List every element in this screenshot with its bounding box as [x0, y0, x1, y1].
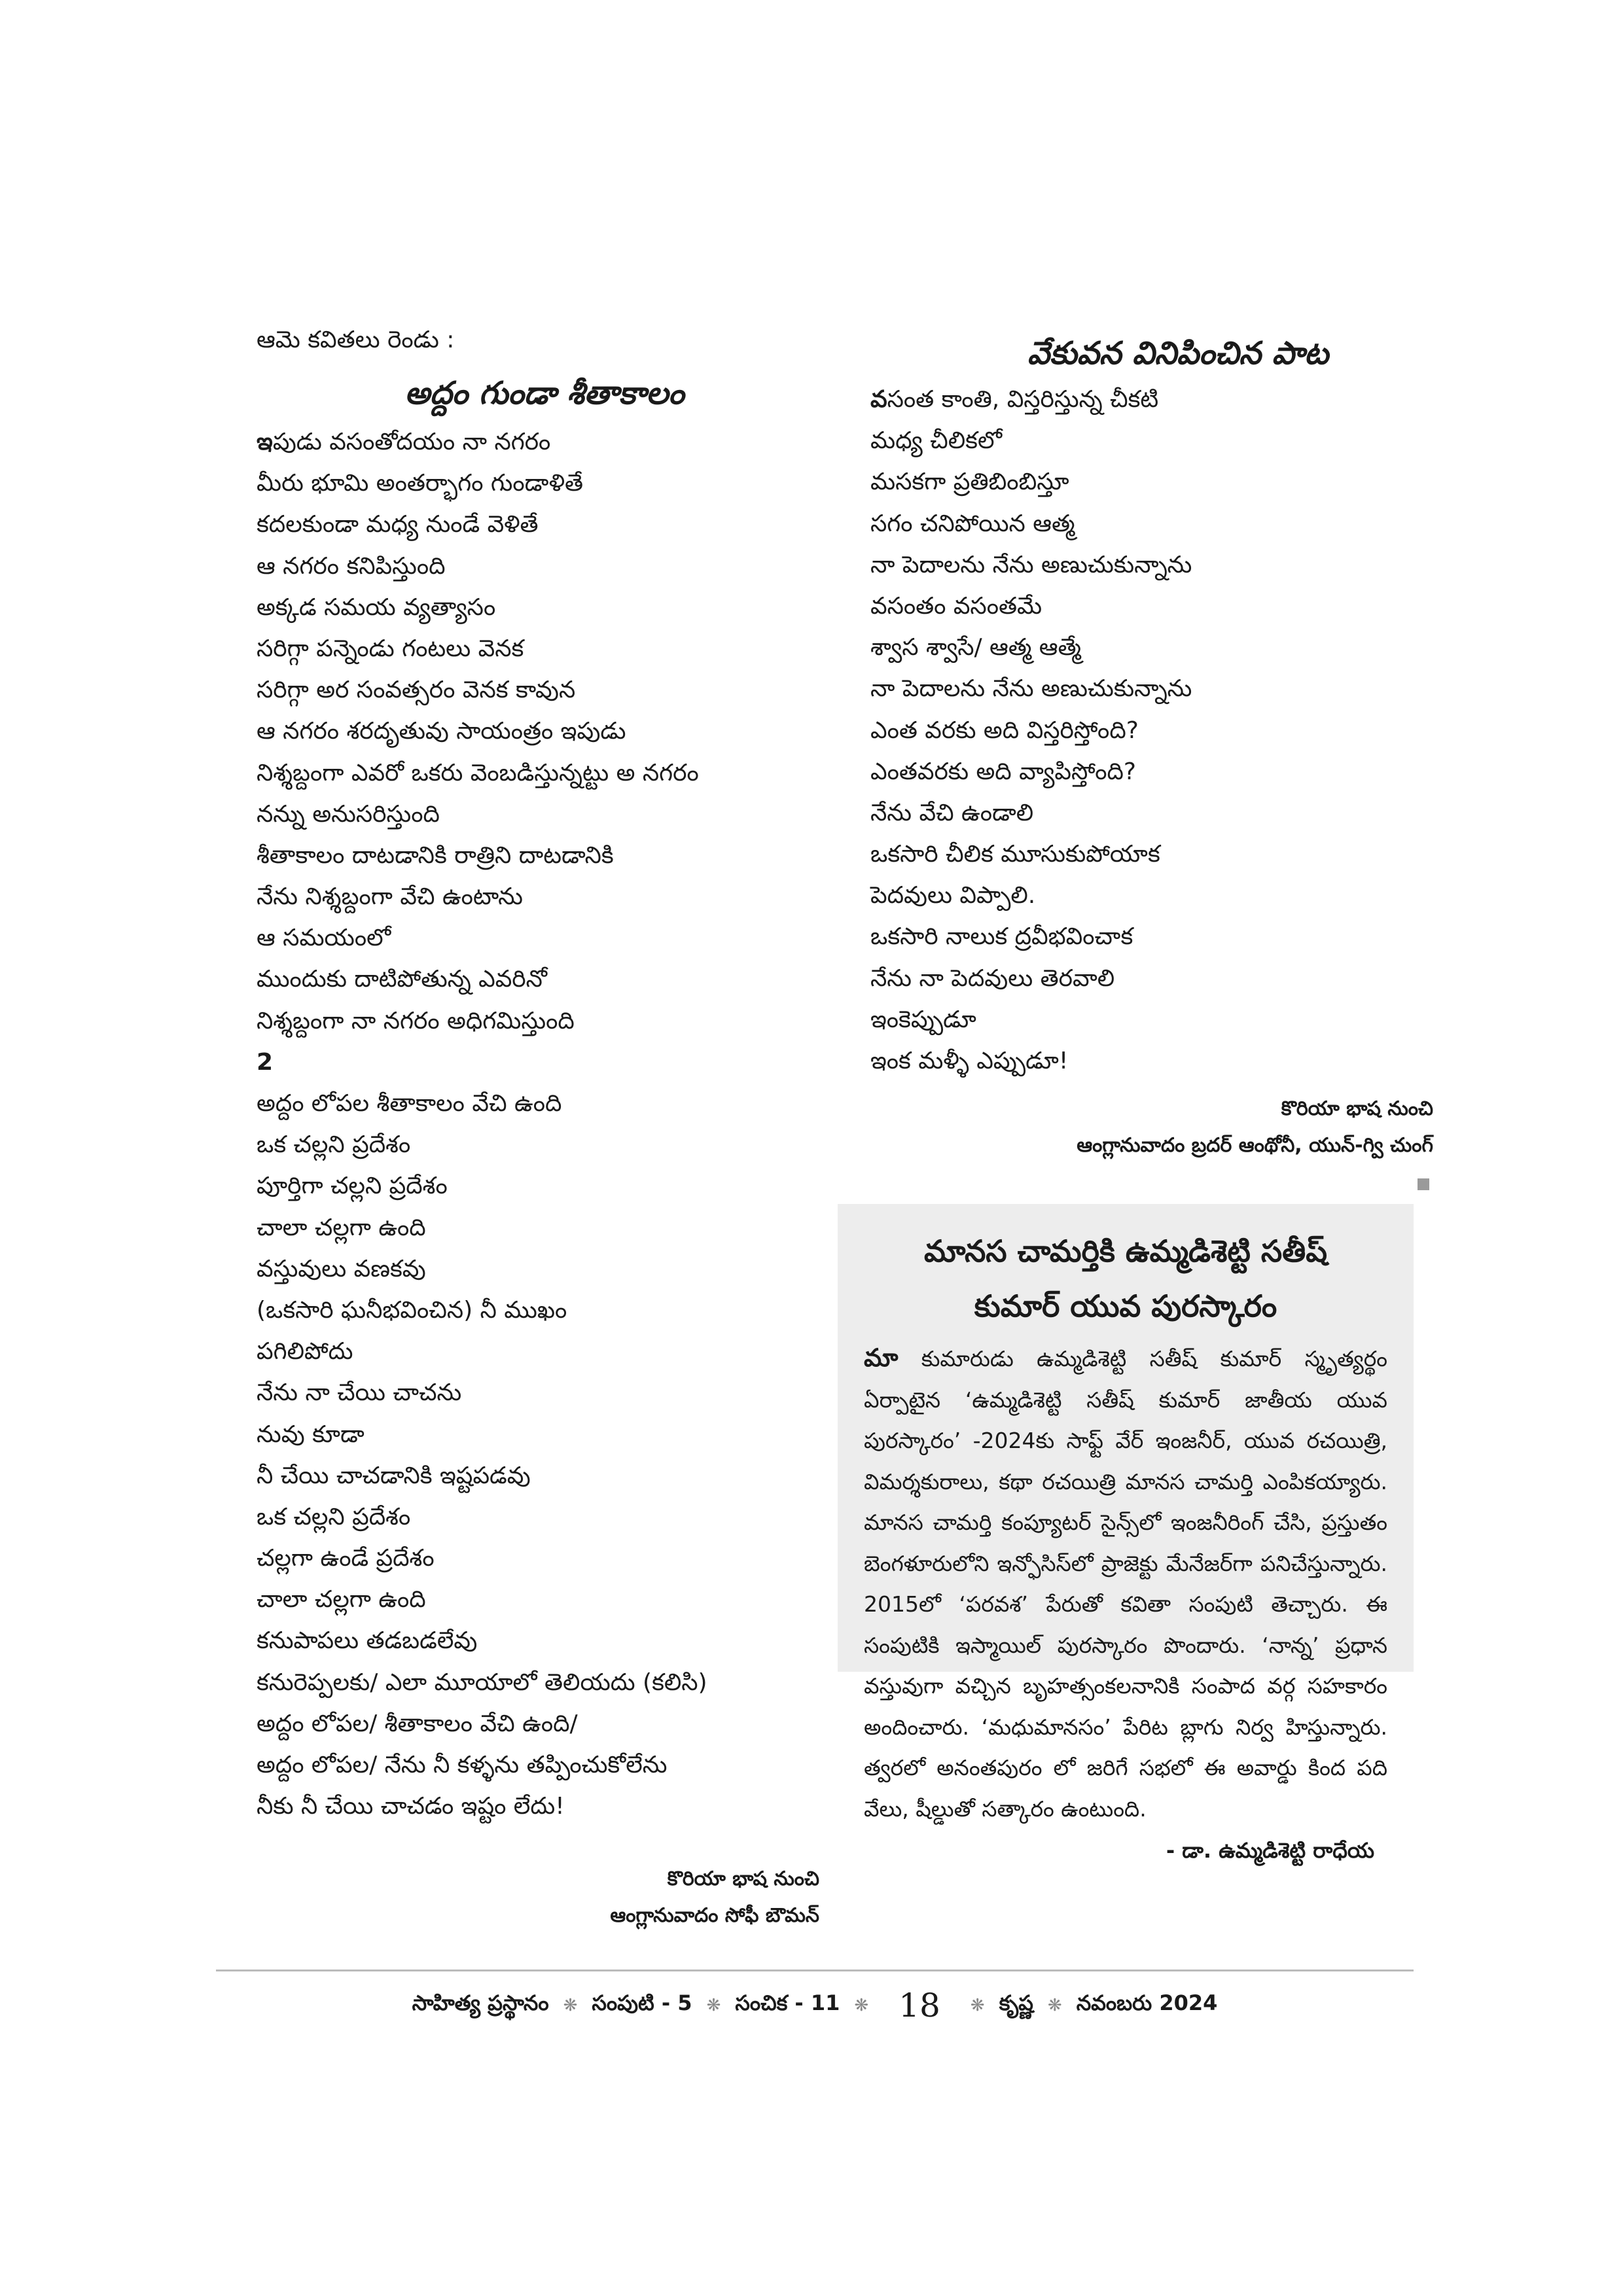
poem-line: ఒక చల్లని ప్రదేశం — [257, 1131, 411, 1159]
poem-line: అద్దం లోపల/ శీతాకాలం వేచి ఉంది/ — [257, 1710, 578, 1737]
poem-line: నిశ్శబ్దంగా నా నగరం అధిగమిస్తుంది — [257, 1007, 575, 1034]
poem-title-winter-through-mirror: అద్దం గుండా శీతాకాలం — [404, 375, 685, 412]
poem-line: శీతాకాలం దాటడానికి రాత్రిని దాటడానికి — [257, 841, 614, 869]
drop-cap: వ — [870, 386, 887, 413]
poem-line: కనుపాపలు తడబడలేవు — [257, 1627, 478, 1655]
poem-line: సరిగ్గా అర సంవత్సరం వెనక కావున — [257, 677, 576, 704]
poem-line: మీరు భూమి అంతర్భాగం గుండాళితే — [257, 470, 584, 497]
poem-line: నా పెదాలను నేను అణుచుకున్నాను — [870, 551, 1192, 578]
poem-line: పూర్తిగా చల్లని ప్రదేశం — [257, 1173, 448, 1200]
poem-line: సగం చనిపోయిన ఆత్మ — [870, 510, 1075, 537]
poem-line: ఆ నగరం కనిపిస్తుంది — [257, 552, 446, 580]
footer-divider — [216, 1969, 1414, 1971]
separator-icon: ❋ — [854, 1996, 869, 2015]
poem-line: ఇంకెప్పుడూ — [870, 1006, 976, 1033]
poem-line: చాలా చల్లగా ఉంది — [257, 1214, 426, 1241]
poem-title-dawn-song: వేకువన వినిపించిన పాట — [1027, 335, 1329, 372]
poem-line: వసంతం వసంతమే — [870, 592, 1043, 620]
poem-line: కనురెప్పలకు/ ఎలా మూయాలో తెలియదు (కలిసి) — [257, 1669, 707, 1696]
source-language: కొరియా భాష నుంచి — [1281, 1097, 1433, 1121]
drop-cap: మా — [864, 1343, 899, 1372]
poem-line: చల్లగా ఉండే ప్రదేశం — [257, 1545, 435, 1572]
poem-line — [257, 421, 819, 463]
poem-credit — [870, 1091, 1433, 1164]
poem-credit — [257, 1861, 819, 1934]
poem-line: పగిలిపోదు — [257, 1338, 353, 1366]
volume: సంపుటి - 5 — [592, 1990, 692, 2015]
poem-line: వస్తువులు వణకవు — [257, 1255, 426, 1282]
poem-line: పెదవులు విప్పాలి. — [870, 882, 1036, 910]
poem-body — [257, 421, 819, 1827]
poem-line: ఒక చల్లని ప్రదేశం — [257, 1503, 411, 1530]
poem-line-text: పుడు వసంతోదయం నా నగరం — [272, 429, 551, 455]
separator-icon: ❋ — [563, 1996, 578, 2015]
right-column — [870, 330, 1433, 1190]
poem-line: నేను వేచి ఉండాలి — [870, 799, 1034, 826]
page-footer — [216, 1979, 1414, 2032]
poem-line: ఆ సమయంలో — [257, 925, 391, 952]
poem-line: ఒకసారి నాలుక ద్రవీభవించాక — [870, 923, 1133, 951]
poem-line: నిశ్శబ్దంగా ఎవరో ఒకరు వెంబడిస్తున్నట్టు అ నగరం — [257, 759, 699, 786]
poem-line: (ఒకసారి ఘనీభవించిన) నీ ముఖం — [257, 1296, 567, 1324]
issue: సంచిక - 11 — [735, 1990, 840, 2015]
award-news-box — [838, 1204, 1414, 1863]
issue-date: నవంబరు 2024 — [1076, 1990, 1218, 2015]
separator-icon: ❋ — [1047, 1996, 1062, 2015]
award-signature: - డా. ఉమ్మడిశెట్టి రాధేయ — [1166, 1838, 1374, 1863]
poem-line: ముందుకు దాటిపోతున్న ఎవరినో — [257, 966, 547, 993]
poem-line: శ్వాస శ్వాసే/ ఆత్మ ఆత్మే — [870, 634, 1082, 662]
separator-icon: ❋ — [706, 1996, 721, 2015]
poem-line: చాలా చల్లగా ఉంది — [257, 1586, 426, 1614]
month-telugu: కృష్ణ — [999, 1990, 1033, 2015]
translator-credit: ఆంగ్లానువాదం బ్రదర్ ఆంథోనీ, యున్-గ్వి చుంగ్ — [1077, 1134, 1433, 1157]
separator-icon: ❋ — [970, 1996, 985, 2015]
poem-line: మసకగా ప్రతిబింబిస్తూ — [870, 468, 1069, 496]
award-title-line1: మానస చామర్తికి ఉమ్మడిశెట్టి సతీష్ — [923, 1233, 1327, 1269]
page-number: 18 — [899, 1987, 940, 2024]
poem-line: నేను నిశ్శబ్దంగా వేచి ఉంటాను — [257, 883, 523, 911]
poem-line: ఎంతవరకు అది వ్యాపిస్తోంది? — [870, 758, 1136, 785]
poem-line: అద్దం లోపల/ నేను నీ కళ్ళను తప్పించుకోలేను — [257, 1752, 668, 1778]
poem-line: నన్ను అనుసరిస్తుంది — [257, 800, 440, 828]
poem-line: కదలకుండా మధ్య నుండే వెళితే — [257, 511, 539, 539]
award-title-line2: కుమార్ యువ పురస్కారం — [974, 1288, 1277, 1324]
award-body — [864, 1337, 1387, 1829]
end-mark-icon — [1418, 1178, 1429, 1190]
poem-line: ఒకసారి చీలిక మూసుకుపోయాక — [870, 841, 1160, 868]
left-column — [257, 321, 819, 1934]
poem-line: నీ చేయి చాచడానికి ఇష్టపడవు — [257, 1462, 531, 1489]
poem-line: ఆ నగరం శరదృతువు సాయంత్రం ఇపుడు — [257, 718, 626, 745]
source-language: కొరియా భాష నుంచి — [667, 1867, 819, 1891]
poem-line: నేను నా పెదవులు తెరవాలి — [870, 964, 1115, 992]
poem-line-text: సంత కాంతి, విస్తరిస్తున్న చీకటి — [887, 386, 1159, 413]
poem-line: నీకు నీ చేయి చాచడం ఇష్టం లేదు! — [257, 1793, 565, 1820]
poem-line: ఇంక మళ్ళీ ఎప్పుడూ! — [870, 1048, 1069, 1074]
poem-line: మధ్య చీలికలో — [870, 427, 1002, 455]
poem-line: అక్కడ సమయ వ్యత్యాసం — [257, 593, 496, 621]
poem-line: నేను నా చేయి చాచను — [257, 1379, 462, 1407]
poem-line: ఎంత వరకు అది విస్తరిస్తోంది? — [870, 716, 1139, 744]
poem-line: సరిగ్గా పన్నెండు గంటలు వెనక — [257, 635, 524, 662]
poem-line: నువు కూడా — [257, 1421, 365, 1448]
poems-intro: ఆమె కవితలు రెండు : — [257, 327, 455, 353]
poem-line: నా పెదాలను నేను అణుచుకున్నాను — [870, 675, 1192, 703]
award-body-text: కుమారుడు ఉమ్మడిశెట్టి సతీష్ కుమార్ స్మృత్యర్థం ఏర్పాటైన ‘ఉమ్మడిశెట్టి సతీష్ కుమార్ జాతీయ యువ పురస్కారం’ -2024కు సాఫ్ట్ వేర్ ఇంజనీర్, యువ రచయిత్రి, విమర్శకురాలు, కథా రచయిత్రి మానస చామర్తి ఎంపికయ్యారు. మానస చామర్తి కంప్యూటర్ సైన్స్‌లో ఇంజనీరింగ్ చేసి, ప్రస్తుతం బెంగళూరులోని ఇన్ఫోసిస్‌లో ప్రాజెక్టు మేనేజర్‌గా పనిచేస్తున్నారు. 2015లో ‘పరవశ’ పేరుతో కవితా సంపుటి తెచ్చారు. ఈ సంపుటికి ఇస్మాయిల్ పురస్కారం పొందారు. ‘నాన్న’ ప్రధాన వస్తువుగా వచ్చిన బృహత్సంకలనానికి సంపాద వర్గ సహకారం అందించారు. ‘మధుమానసం’ పేరిట బ్లాగు నిర్వ హిస్తున్నారు. త్వరలో అనంతపురం లో జరిగే సభలో ఈ అవార్డు కింద పది వేలు, షీల్డుతో సత్కారం ఉంటుంది. — [864, 1346, 1387, 1822]
poem-line: అద్దం లోపల శీతాకాలం వేచి ఉంది — [257, 1090, 562, 1117]
magazine-name: సాహిత్య ప్రస్థానం — [412, 1990, 549, 2015]
drop-cap: ఇ — [257, 429, 273, 455]
poem-body — [870, 379, 1433, 1082]
poem-line — [870, 379, 1433, 420]
section-number: 2 — [257, 1048, 274, 1076]
translator-credit: ఆంగ్లానువాదం సోఫీ బౌమన్ — [610, 1904, 819, 1928]
